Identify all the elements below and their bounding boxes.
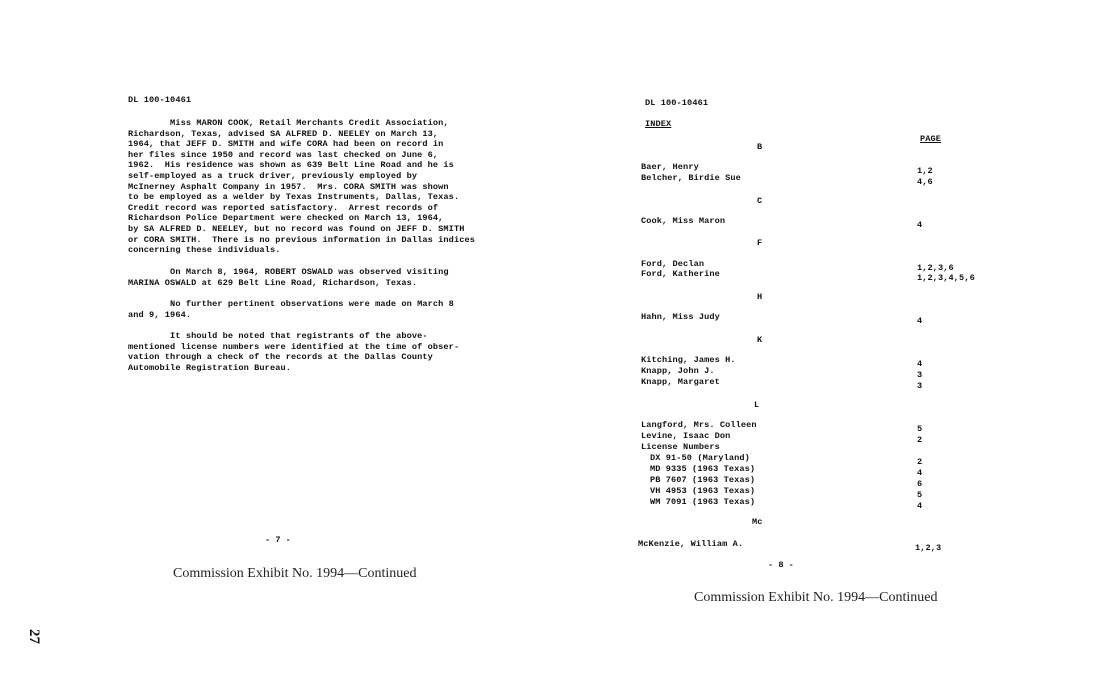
index-letter-h: H xyxy=(757,292,763,302)
index-subentry-name: PB 7607 (1963 Texas) xyxy=(650,475,756,485)
left-caption: Commission Exhibit No. 1994—Continued xyxy=(173,566,417,581)
index-entry-name: Levine, Isaac Don xyxy=(641,431,731,441)
index-entry-pages: 6 xyxy=(917,479,923,489)
index-entry-name: McKenzie, William A. xyxy=(638,539,744,549)
index-entry-pages: 5 xyxy=(917,490,923,500)
index-entry-pages: 4 xyxy=(917,501,923,511)
index-letter-mc: Mc xyxy=(752,517,763,527)
index-subentry-name: WM 7091 (1963 Texas) xyxy=(650,497,756,507)
index-letter-k: K xyxy=(757,335,763,345)
index-entry-pages: 4 xyxy=(917,316,923,326)
index-entry-pages: 4 xyxy=(917,359,923,369)
left-file-number: DL 100-10461 xyxy=(128,95,192,105)
margin-page-number: 27 xyxy=(26,629,42,644)
left-paragraph-3: No further pertinent observations were made on March 8 and 9, 1964. xyxy=(128,299,454,320)
index-entry-name: Knapp, John J. xyxy=(641,366,715,376)
right-page-number: - 8 - xyxy=(768,560,794,570)
index-entry-pages: 4,6 xyxy=(917,177,933,187)
right-file-number: DL 100-10461 xyxy=(645,98,709,108)
index-entry-pages: 3 xyxy=(917,381,923,391)
index-title: INDEX xyxy=(645,119,672,129)
index-subentry-name: DX 91-50 (Maryland) xyxy=(650,453,750,463)
index-entry-name: Baer, Henry xyxy=(641,162,699,172)
left-paragraph-2: On March 8, 1964, ROBERT OSWALD was observed visiting MARINA OSWALD at 629 Belt Line Road, Richardson, Texas. xyxy=(128,267,449,288)
index-letter-c: C xyxy=(757,196,763,206)
index-entry-name: Langford, Mrs. Colleen xyxy=(641,420,757,430)
index-entry-name: Ford, Katherine xyxy=(641,269,720,279)
index-entry-pages: 3 xyxy=(917,370,923,380)
index-entry-name: License Numbers xyxy=(641,442,720,452)
index-entry-name: Belcher, Birdie Sue xyxy=(641,173,741,183)
index-entry-name: Cook, Miss Maron xyxy=(641,216,726,226)
index-letter-f: F xyxy=(757,238,763,248)
index-entry-name: Knapp, Margaret xyxy=(641,377,720,387)
index-entry-pages: 2 xyxy=(917,457,923,467)
left-paragraph-4: It should be noted that registrants of the above- mentioned license numbers were identified at the time of obser- vation through a check of the records at the Dallas County Automobile Registration Bureau. xyxy=(128,331,460,373)
index-subentry-name: MD 9335 (1963 Texas) xyxy=(650,464,756,474)
index-entry-pages: 1,2,3,6 xyxy=(917,263,954,273)
left-paragraph-1: Miss MARON COOK, Retail Merchants Credit Association, Richardson, Texas, advised SA ALFRED D. NEELEY on March 13, 1964, that JEFF D. SMITH and wife CORA had been on record in her files since 1950 and record was last checked on June 6, 1962. His residence was shown as 639 Belt Line Road and he is self-employed as a truck driver, previously employed by McInerney Asphalt Company in 1957. Mrs. CORA SMITH was shown to be employed as a welder by Texas Instruments, Dallas, Texas. Credit record was reported satisfactory. Arrest records of Richardson Police Department were checked on March 13, 1964, by SA ALFRED D. NEELEY, but no record was found on JEFF D. SMITH or CORA SMITH. There is no previous information in Dallas indices concerning these individuals. xyxy=(128,118,475,256)
page-column-header: PAGE xyxy=(920,134,942,144)
index-entry-name: Kitching, James H. xyxy=(641,355,736,365)
index-entry-name: Ford, Declan xyxy=(641,259,705,269)
index-letter-b: B xyxy=(757,142,763,152)
index-letter-l: L xyxy=(754,400,760,410)
index-entry-pages: 5 xyxy=(917,424,923,434)
index-entry-pages: 2 xyxy=(917,435,923,445)
index-entry-pages: 1,2 xyxy=(917,166,933,176)
index-entry-pages: 4 xyxy=(917,220,923,230)
index-entry-pages: 1,2,3,4,5,6 xyxy=(917,273,975,283)
left-page-number: - 7 - xyxy=(265,535,291,545)
index-entry-pages: 1,2,3 xyxy=(915,543,942,553)
index-entry-name: Hahn, Miss Judy xyxy=(641,312,720,322)
index-entry-pages: 4 xyxy=(917,468,923,478)
index-subentry-name: VH 4953 (1963 Texas) xyxy=(650,486,756,496)
right-caption: Commission Exhibit No. 1994—Continued xyxy=(694,590,938,605)
